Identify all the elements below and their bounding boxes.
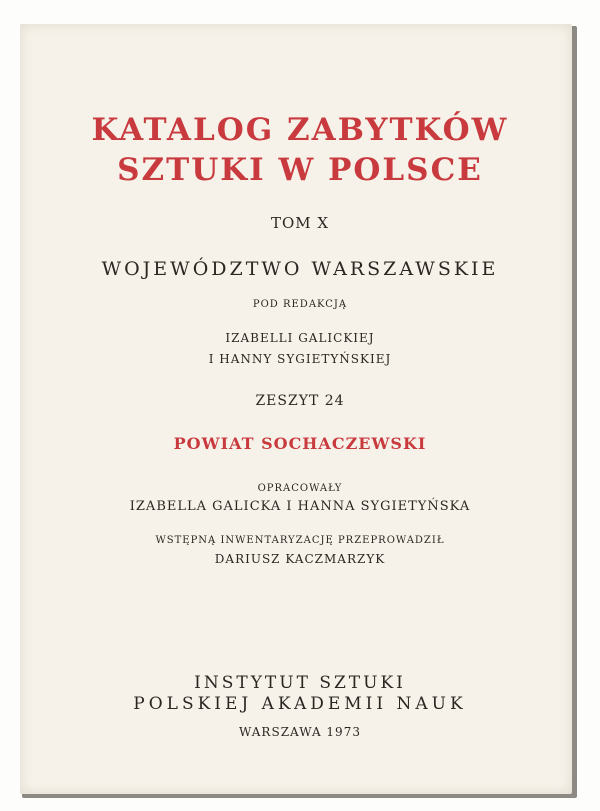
- editor-line-1: IZABELLI GALICKIEJ: [225, 331, 375, 345]
- title-line-1: KATALOG ZABYTKÓW: [91, 112, 509, 148]
- title-line-2: SZTUKI W POLSCE: [117, 152, 483, 188]
- inventory-label: WSTĘPNĄ INWENTARYZACJĘ PRZEPROWADZIŁ: [155, 535, 445, 546]
- place-and-year: WARSZAWA 1973: [239, 725, 361, 739]
- publisher-line-1: INSTYTUT SZTUKI: [194, 673, 406, 693]
- edited-by-label: POD REDAKCJĄ: [252, 299, 348, 310]
- issue-number: ZESZYT 24: [255, 393, 345, 409]
- volume-number: TOM X: [270, 214, 330, 232]
- inventory-person: DARIUSZ KACZMARZYK: [214, 552, 386, 566]
- authored-by-label: OPRACOWAŁY: [257, 483, 343, 494]
- district-title: POWIAT SOCHACZEWSKI: [173, 434, 427, 453]
- editor-line-2: I HANNY SYGIETYŃSKIEJ: [208, 352, 392, 366]
- voivodeship-heading: WOJEWÓDZTWO WARSZAWSKIE: [101, 258, 499, 280]
- authors: IZABELLA GALICKA I HANNA SYGIETYŃSKA: [129, 499, 471, 514]
- publisher-line-2: POLSKIEJ AKADEMII NAUK: [133, 694, 467, 714]
